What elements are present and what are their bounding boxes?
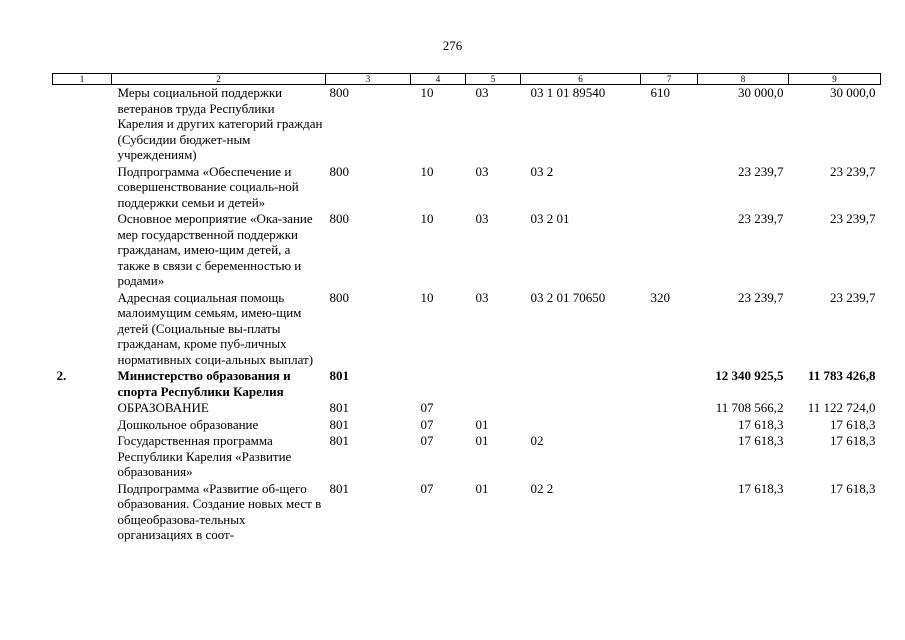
- row-section-code: 07: [420, 400, 434, 415]
- row-subsection-code: 03: [475, 85, 489, 100]
- row-amount-year1: 17 618,3: [738, 416, 784, 432]
- row-amount-year1: 11 708 566,2: [715, 400, 784, 415]
- row-amount-year1: 23 239,7: [738, 163, 784, 179]
- row-number: 2.: [56, 368, 67, 383]
- row-amount-year2: 30 000,0: [830, 85, 876, 100]
- row-target-article: [521, 399, 641, 416]
- row-number: [53, 210, 112, 289]
- col-header-7: 7: [641, 74, 698, 85]
- col-header-8: 8: [698, 74, 789, 85]
- row-target-article: 03 2: [530, 163, 554, 179]
- row-amount-year1: 23 239,7: [738, 211, 784, 226]
- row-amount-year2: 17 618,3: [830, 433, 876, 448]
- row-section-code: 10: [420, 289, 434, 305]
- row-subsection-code: 01: [475, 480, 489, 496]
- row-amount-year1: 30 000,0: [738, 85, 784, 100]
- row-target-article: [521, 416, 641, 433]
- row-section-code: 07: [420, 480, 434, 496]
- row-section-code: 07: [420, 416, 434, 432]
- row-grbs-code: 800: [329, 85, 349, 100]
- col-header-3: 3: [326, 74, 411, 85]
- row-amount-year1: 17 618,3: [738, 433, 784, 448]
- row-grbs-code: 801: [329, 480, 349, 496]
- row-target-article: 02: [530, 433, 544, 448]
- row-name: Министерство образования и спорта Республики Карелия: [117, 368, 291, 399]
- row-amount-year1: 23 239,7: [738, 289, 784, 305]
- table-row: [53, 85, 881, 163]
- row-expense-type: [641, 210, 698, 289]
- row-amount-year2: 17 618,3: [830, 480, 876, 496]
- row-target-article: 02 2: [530, 480, 554, 496]
- row-expense-type: [641, 480, 698, 543]
- row-number: [53, 416, 112, 433]
- table-row: [53, 432, 881, 480]
- row-amount-year1: 12 340 925,5: [715, 368, 784, 383]
- row-name: Дошкольное образование: [117, 416, 259, 432]
- row-number: [53, 399, 112, 416]
- row-name: Подпрограмма «Обеспечение и совершенствование социаль-ной поддержки семьи и детей»: [117, 163, 299, 210]
- col-header-9: 9: [789, 74, 881, 85]
- row-grbs-code: 801: [329, 368, 349, 383]
- row-expense-type: [641, 163, 698, 211]
- col-header-6: 6: [521, 74, 641, 85]
- row-number: [53, 85, 112, 163]
- row-name: Государственная программа Республики Карелия «Развитие образования»: [117, 433, 292, 479]
- row-amount-year2: 23 239,7: [830, 163, 876, 179]
- row-name: Подпрограмма «Развитие об-щего образования. Создание новых мест в общеобразова-тельных организациях в соот-: [117, 480, 322, 542]
- column-number-header: [53, 74, 881, 85]
- row-section-code: 07: [420, 433, 434, 448]
- row-grbs-code: 800: [329, 289, 349, 305]
- row-target-article: 03 2 01: [530, 211, 570, 226]
- row-subsection-code: 03: [475, 163, 489, 179]
- table-row: [53, 367, 881, 399]
- row-subsection-code: [466, 399, 521, 416]
- col-header-5: 5: [466, 74, 521, 85]
- row-expense-type: [641, 416, 698, 433]
- row-amount-year2: 17 618,3: [830, 416, 876, 432]
- row-expense-type: 610: [650, 85, 670, 100]
- row-name: Основное мероприятие «Ока-зание мер государственной поддержки гражданам, имею-щим детей, а также в связи с беременностью и родами»: [117, 211, 313, 288]
- row-subsection-code: 01: [475, 433, 489, 448]
- row-amount-year2: 11 122 724,0: [807, 400, 876, 415]
- row-amount-year2: 23 239,7: [830, 289, 876, 305]
- row-section-code: 10: [420, 211, 434, 226]
- row-number: [53, 432, 112, 480]
- row-target-article: 03 1 01 89540: [530, 85, 606, 100]
- budget-table: [52, 73, 881, 543]
- col-header-2: 2: [112, 74, 326, 85]
- page-number: 276: [442, 38, 463, 53]
- row-expense-type: 320: [650, 289, 670, 305]
- row-amount-year2: 11 783 426,8: [807, 368, 876, 383]
- row-subsection-code: 01: [475, 416, 489, 432]
- row-number: [53, 289, 112, 368]
- row-subsection-code: 03: [475, 289, 489, 305]
- row-name: Меры социальной поддержки ветеранов труда Республики Карелия и других категорий граждан (Субсидии бюджет-ным учреждениям): [117, 85, 323, 162]
- table-row: [53, 210, 881, 289]
- row-target-article: [521, 367, 641, 399]
- table-row: [53, 416, 881, 433]
- row-section-code: 10: [420, 163, 434, 179]
- col-header-1: 1: [53, 74, 112, 85]
- col-header-4: 4: [411, 74, 466, 85]
- row-target-article: 03 2 01 70650: [530, 289, 606, 305]
- row-name: Адресная социальная помощь малоимущим семьям, имею-щим детей (Социальные вы-платы гражданам, кроме пуб-личных нормативных соци-альных выплат): [117, 289, 314, 367]
- row-section-code: 10: [420, 85, 434, 100]
- row-grbs-code: 801: [329, 433, 349, 448]
- row-expense-type: [641, 432, 698, 480]
- row-grbs-code: 801: [329, 400, 349, 415]
- row-number: [53, 163, 112, 211]
- row-subsection-code: [466, 367, 521, 399]
- row-name: ОБРАЗОВАНИЕ: [117, 400, 209, 415]
- table-row: [53, 480, 881, 543]
- row-expense-type: [641, 367, 698, 399]
- row-grbs-code: 800: [329, 211, 349, 226]
- table-row: [53, 289, 881, 368]
- row-grbs-code: 800: [329, 163, 349, 179]
- table-row: [53, 399, 881, 416]
- row-grbs-code: 801: [329, 416, 349, 432]
- row-number: [53, 480, 112, 543]
- table-row: [53, 163, 881, 211]
- row-expense-type: [641, 399, 698, 416]
- row-subsection-code: 03: [475, 211, 489, 226]
- row-amount-year1: 17 618,3: [738, 480, 784, 496]
- row-section-code: [411, 367, 466, 399]
- row-amount-year2: 23 239,7: [830, 211, 876, 226]
